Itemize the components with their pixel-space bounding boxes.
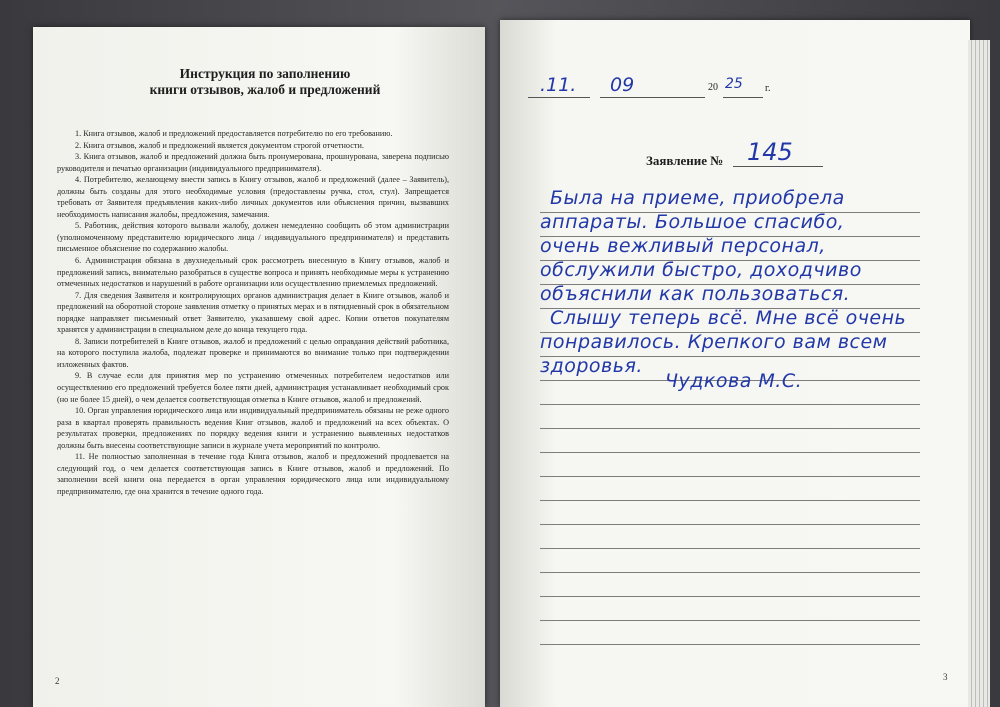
date-month-line bbox=[600, 97, 705, 98]
instruction-title-line-1: Инструкция по заполнению bbox=[179, 66, 351, 81]
handwritten-line-8: здоровья. bbox=[540, 355, 643, 377]
instruction-title bbox=[120, 66, 410, 98]
date-year-suffix: г. bbox=[765, 83, 771, 94]
handwritten-line-1: Была на приеме, приобрела bbox=[550, 187, 845, 209]
instruction-paragraph-6: 6. Администрация обязана в двухнедельный срок рассмотреть внесенную в Книгу отзывов, жалоб и предложений запись, внимательно разобраться в существе вопроса и принять необходимые меры к устранению отмеченных недостатков и нарушений в работе организации или осуществлению приемлемых предложений. bbox=[57, 256, 449, 289]
ruled-line bbox=[540, 428, 920, 429]
instruction-paragraph-2: 2. Книга отзывов, жалоб и предложений является документом строгой отчетности. bbox=[75, 140, 364, 150]
instruction-paragraph-10: 10. Орган управления юридического лица или индивидуальный предприниматель обязаны не реже одного раза в квартал проверять правильность ведения Книг отзывов, жалоб и предложений на всех объектах. О результатах проверки, предложениях по порядку ведения книги и устранению выявленных недостатков должны быть внесены соответствующие записи в журнале учета мероприятий по контролю. bbox=[57, 406, 449, 450]
instruction-paragraph-5: 5. Работник, действия которого вызвали жалобу, должен немедленно сообщить об этом администрации (уполномоченному представителю юридического лица / индивидуального предпринимателя) и представить письменное объяснение по содержанию жалобы. bbox=[57, 221, 449, 254]
date-day: .11. bbox=[540, 74, 577, 96]
claim-number: 145 bbox=[747, 138, 793, 166]
claim-number-line bbox=[733, 166, 823, 167]
instruction-title-line-2: книги отзывов, жалоб и предложений bbox=[149, 82, 381, 97]
date-year-prefix: 20 bbox=[708, 82, 718, 93]
ruled-line bbox=[540, 404, 920, 405]
date-year-line bbox=[723, 97, 763, 98]
instruction-paragraph-1: 1. Книга отзывов, жалоб и предложений предоставляется потребителю по его требованию. bbox=[75, 129, 393, 138]
right-page-number: 3 bbox=[943, 672, 948, 682]
claim-label: Заявление № bbox=[646, 153, 724, 168]
handwritten-line-4: обслужили быстро, доходчиво bbox=[540, 259, 862, 281]
ruled-line bbox=[540, 476, 920, 477]
handwritten-line-6: Слышу теперь всё. Мне всё очень bbox=[550, 307, 907, 329]
instruction-paragraph-9: 9. В случае если для принятия мер по устранению отмеченных потребителем недостатков или осуществлению его предложений требуется более пяти дней, администрация устанавливает необходимый срок (но не более 15 дней), о чем делается соответствующая отметка в Книге отзывов, жалоб и предложений. bbox=[57, 371, 449, 404]
instruction-paragraph-8: 8. Записи потребителей в Книге отзывов, жалоб и предложений с целью оправдания действий работника, на которого поступила жалоба, подлежат проверке и принимаются во внимание только при подтверждении изложенных фактов. bbox=[57, 336, 449, 369]
instruction-paragraph-11: 11. Не полностью заполненная в течение года Книга отзывов, жалоб и предложений продлевается на следующий год, о чем делается соответствующая запись в Книге отзывов, жалоб и предложений. По заполнении всей книги она передается в орган управления юридического лица или индивидуальному предпринимателю, где она хранится в течение одного года. bbox=[57, 452, 449, 496]
date-row bbox=[528, 74, 788, 100]
handwritten-line-7: понравилось. Крепкого вам всем bbox=[540, 331, 888, 353]
page-stack-edges bbox=[968, 40, 990, 707]
date-year-handwritten: 25 bbox=[725, 76, 743, 92]
left-page-number: 2 bbox=[55, 676, 60, 686]
ruled-line bbox=[540, 548, 920, 549]
ruled-line bbox=[540, 572, 920, 573]
instruction-body bbox=[57, 128, 449, 498]
ruled-line bbox=[540, 452, 920, 453]
instruction-paragraph-3: 3. Книга отзывов, жалоб и предложений должна быть пронумерована, прошнурована, заверена подписью руководителя и печатью организации (индивидуального предпринимателя). bbox=[57, 152, 449, 173]
ruled-line bbox=[540, 644, 920, 645]
instruction-paragraph-7: 7. Для сведения Заявителя и контролирующих органов администрация делает в Книге отзывов, жалоб и предложений на оборотной стороне заявления отметку о принятых мерах и в пятидневный срок в обязательном порядке направляет письменный ответ Заявителю, указавшему свой адрес. Копии ответов покупателям хранятся у администрации в специальном деле до конца текущего года. bbox=[57, 290, 449, 335]
ruled-line bbox=[540, 524, 920, 525]
date-month: 09 bbox=[610, 74, 635, 96]
handwritten-signature: Чудкова М.С. bbox=[665, 370, 803, 392]
handwritten-line-5: объяснили как пользоваться. bbox=[540, 283, 851, 305]
ruled-line bbox=[540, 620, 920, 621]
handwritten-line-3: очень вежливый персонал, bbox=[540, 235, 826, 257]
ruled-line bbox=[540, 500, 920, 501]
handwritten-line-2: аппараты. Большое спасибо, bbox=[540, 211, 845, 233]
instruction-paragraph-4: 4. Потребителю, желающему внести запись в Книгу отзывов, жалоб и предложений (далее – Заявитель), должны быть созданы для этого необходимые условия (предоставлены ручка, стол, стул). Запрещается требовать от Заявителя предъявления каких-либо личных документов или объяснения причин, вызвавших необходимость написания жалобы, предложения, замечания. bbox=[57, 175, 449, 219]
date-day-line bbox=[528, 97, 590, 98]
ruled-line bbox=[540, 596, 920, 597]
